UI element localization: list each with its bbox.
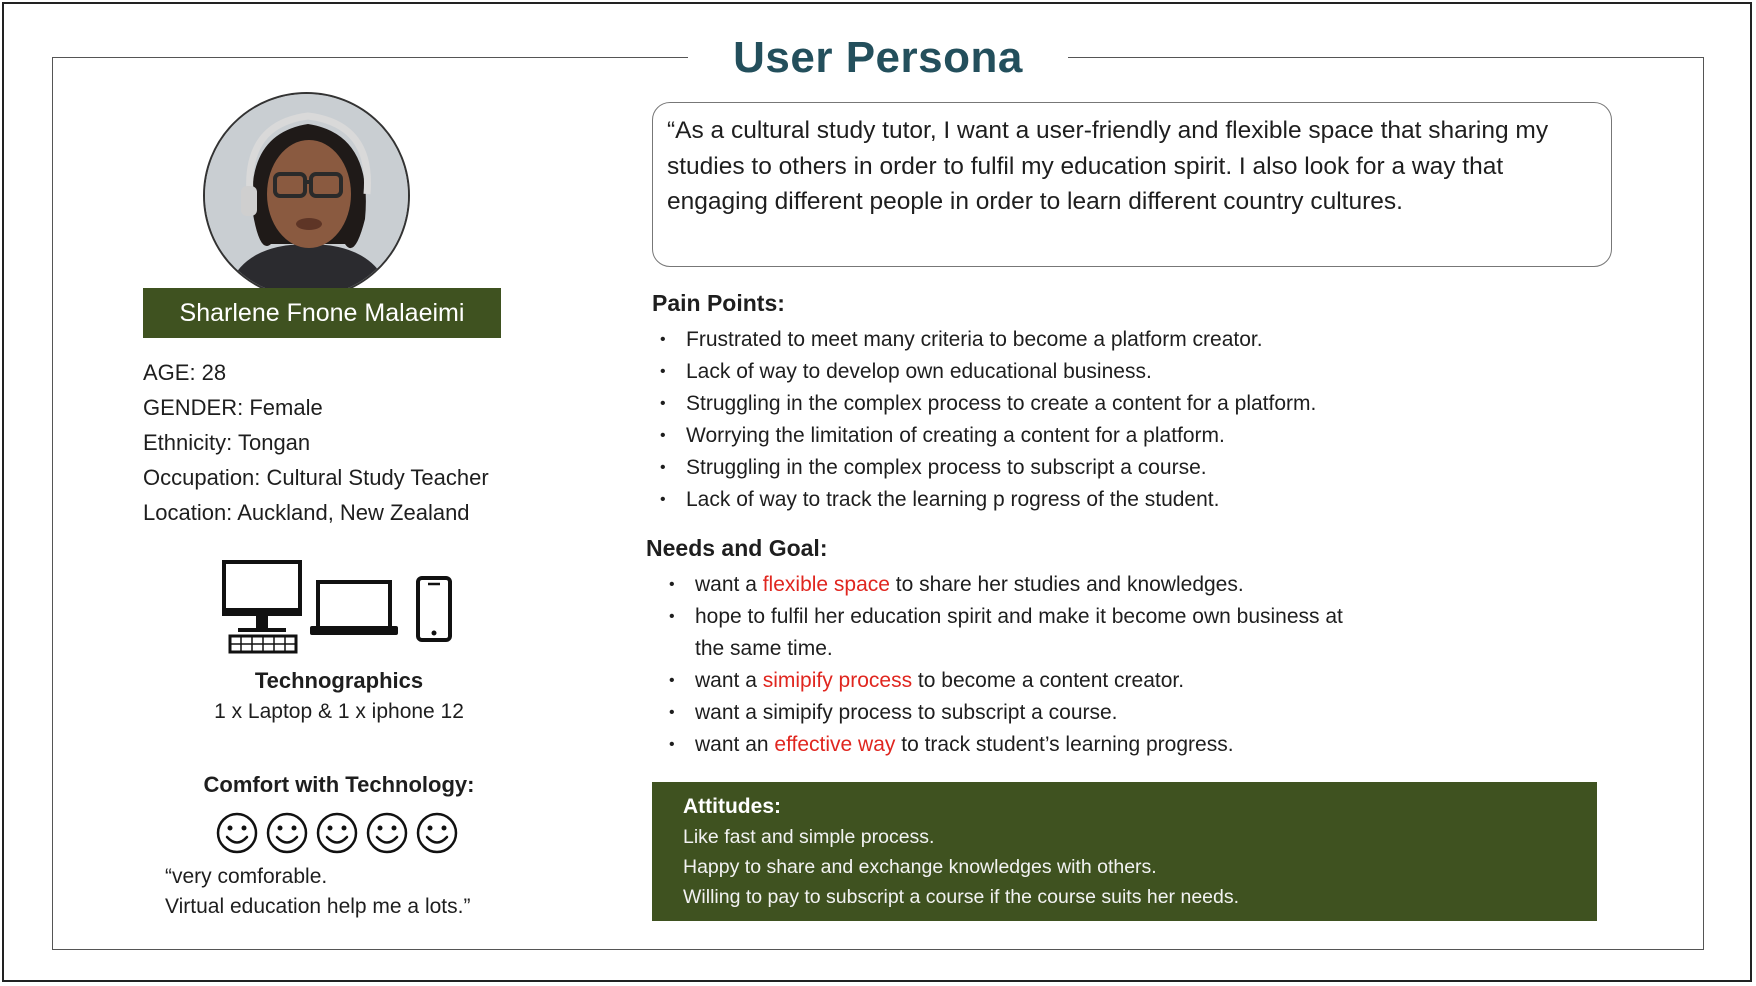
smiley-icon xyxy=(318,814,356,852)
list-item: • want a simipify process to subscript a course. xyxy=(665,697,1343,729)
info-gender: GENDER: Female xyxy=(143,395,323,420)
avatar-portrait xyxy=(205,94,410,299)
comfort-rating xyxy=(215,810,465,856)
technographics-value: 1 x Laptop & 1 x iphone 12 xyxy=(214,700,464,723)
attitudes-box xyxy=(652,782,1597,921)
list-item-continuation: the same time. xyxy=(695,637,833,660)
info-occupation: Occupation: Cultural Study Teacher xyxy=(143,465,489,490)
laptop-icon xyxy=(310,582,398,635)
comfort-quote-line: Virtual education help me a lots.” xyxy=(165,895,471,918)
list-item: • hope to fulfil her education spirit and make it become own business at the same time. xyxy=(665,601,1343,665)
persona-quote: “As a cultural study tutor, I want a user-friendly and flexible space that sharing my studies to others in order to fulfil my education spirit. I also look for a way that engaging different people in order to learn different country cultures. xyxy=(652,102,1612,267)
avatar xyxy=(203,92,410,299)
highlight-text: simipify process xyxy=(762,669,913,692)
device-icons xyxy=(222,560,462,656)
list-item: • want an effective way to track student’s learning progress. xyxy=(665,729,1343,761)
info-ethnicity: Ethnicity: Tongan xyxy=(143,430,311,455)
smiley-icon xyxy=(418,814,456,852)
persona-info xyxy=(143,355,489,530)
list-item: • Struggling in the complex process to subscript a course. xyxy=(656,452,1316,484)
smiley-icon xyxy=(368,814,406,852)
desktop-icon xyxy=(224,562,300,652)
persona-name: Sharlene Fnone Malaeimi xyxy=(143,288,501,338)
title-wrap xyxy=(688,26,1068,90)
attitude-item: Willing to pay to subscript a course if the course suits her needs. xyxy=(683,886,1240,908)
page-title: User Persona xyxy=(733,33,1023,82)
attitude-item: Happy to share and exchange knowledges with others. xyxy=(683,856,1157,878)
comfort-title: Comfort with Technology: xyxy=(203,772,475,797)
attitude-item: Like fast and simple process. xyxy=(683,826,935,848)
list-item: • Worrying the limitation of creating a content for a platform. xyxy=(656,420,1316,452)
pain-points-heading: Pain Points: xyxy=(652,290,785,316)
highlight-text: flexible space xyxy=(762,573,890,596)
list-item: • Frustrated to meet many criteria to become a platform creator. xyxy=(656,324,1316,356)
list-item: • Lack of way to track the learning p rogress of the student. xyxy=(656,484,1316,516)
highlight-text: effective way xyxy=(774,733,896,756)
list-item: • want a flexible space to share her studies and knowledges. xyxy=(665,569,1343,601)
list-item: • Struggling in the complex process to create a content for a platform. xyxy=(656,388,1316,420)
list-item: • want a simipify process to become a content creator. xyxy=(665,665,1343,697)
list-item: • Lack of way to develop own educational business. xyxy=(656,356,1316,388)
smiley-icon xyxy=(268,814,306,852)
info-age: AGE: 28 xyxy=(143,360,227,385)
smartphone-icon xyxy=(418,578,450,640)
needs-list xyxy=(665,569,1343,761)
smiley-icon xyxy=(218,814,256,852)
needs-heading: Needs and Goal: xyxy=(646,535,828,561)
comfort-quote xyxy=(165,862,470,922)
technographics-title: Technographics xyxy=(254,668,424,693)
attitudes-heading: Attitudes: xyxy=(683,795,781,818)
info-location: Location: Auckland, New Zealand xyxy=(143,500,470,525)
pain-points-list xyxy=(656,324,1316,516)
comfort-quote-line: “very comforable. xyxy=(165,865,328,888)
